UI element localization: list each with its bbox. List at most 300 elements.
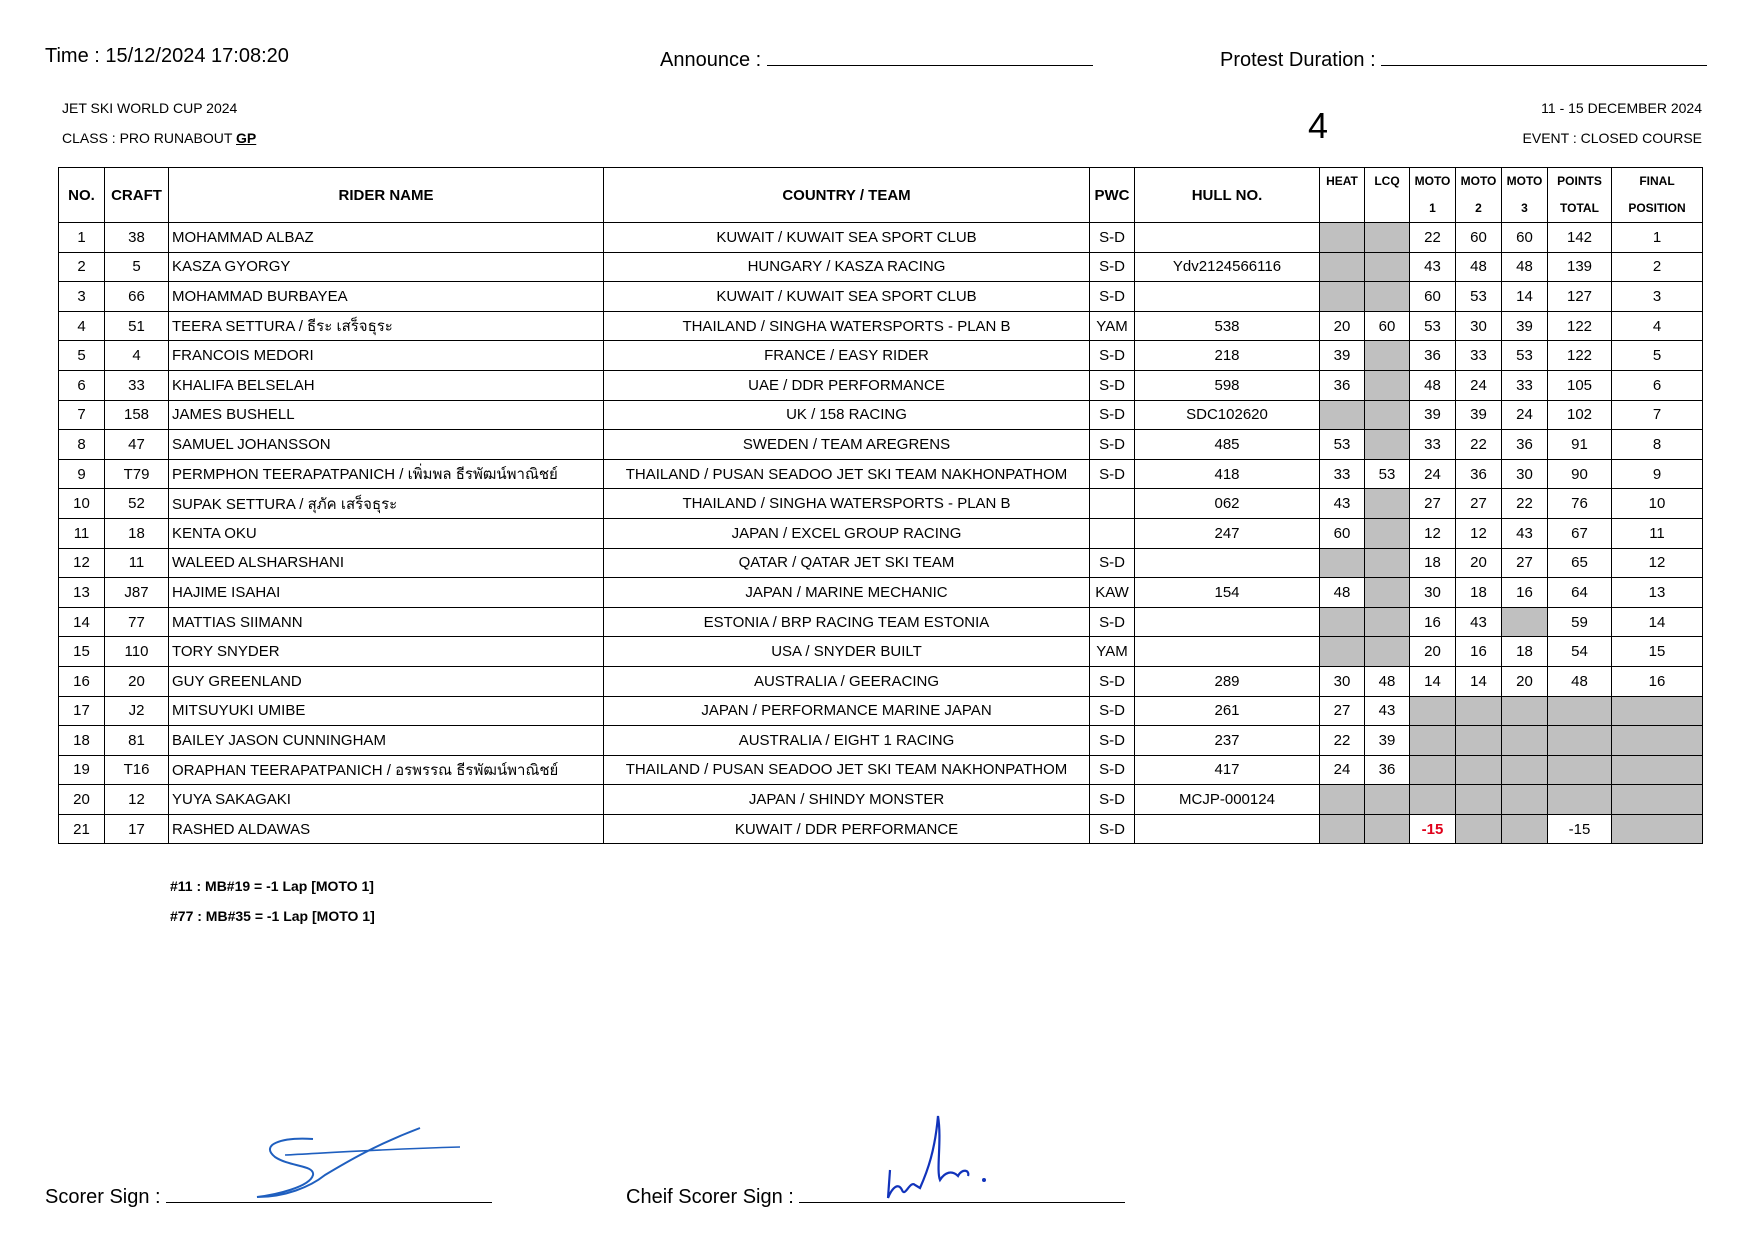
col-moto3 (1502, 168, 1548, 223)
row-no: 16 (59, 666, 105, 696)
row-final-position: 7 (1612, 400, 1703, 430)
row-final-position: 16 (1612, 666, 1703, 696)
row-moto1: 60 (1410, 282, 1456, 312)
row-final-position: 5 (1612, 341, 1703, 371)
row-moto1: 22 (1410, 223, 1456, 253)
row-final-position: 6 (1612, 370, 1703, 400)
row-moto3 (1502, 726, 1548, 756)
table-row (59, 696, 1703, 726)
row-pwc: S-D (1090, 666, 1135, 696)
row-lcq (1365, 252, 1410, 282)
row-hull-no (1135, 637, 1320, 667)
row-no: 15 (59, 637, 105, 667)
table-row (59, 252, 1703, 282)
row-moto2: 33 (1456, 341, 1502, 371)
row-hull-no (1135, 548, 1320, 578)
row-lcq (1365, 223, 1410, 253)
row-moto2: 48 (1456, 252, 1502, 282)
row-moto3 (1502, 696, 1548, 726)
row-final-position (1612, 696, 1703, 726)
row-final-position: 14 (1612, 607, 1703, 637)
row-points-total: 91 (1548, 430, 1612, 460)
row-final-position: 11 (1612, 518, 1703, 548)
row-country-team: QATAR / QATAR JET SKI TEAM (604, 548, 1090, 578)
row-moto3: 60 (1502, 223, 1548, 253)
row-hull-no: 289 (1135, 666, 1320, 696)
row-country-team: THAILAND / SINGHA WATERSPORTS - PLAN B (604, 311, 1090, 341)
row-country-team: JAPAN / MARINE MECHANIC (604, 578, 1090, 608)
row-heat: 27 (1320, 696, 1365, 726)
row-lcq (1365, 370, 1410, 400)
row-moto3: 36 (1502, 430, 1548, 460)
row-country-team: FRANCE / EASY RIDER (604, 341, 1090, 371)
row-moto1: 24 (1410, 459, 1456, 489)
row-moto1 (1410, 726, 1456, 756)
row-points-total: 67 (1548, 518, 1612, 548)
event-title: JET SKI WORLD CUP 2024 (62, 100, 238, 116)
row-country-team: KUWAIT / DDR PERFORMANCE (604, 814, 1090, 844)
row-lcq (1365, 785, 1410, 815)
row-final-position: 4 (1612, 311, 1703, 341)
row-craft: 11 (105, 548, 169, 578)
row-rider-name: YUYA SAKAGAKI (169, 785, 604, 815)
row-craft: 33 (105, 370, 169, 400)
row-no: 11 (59, 518, 105, 548)
col-final-top: FINAL (1639, 174, 1675, 188)
row-moto1: 18 (1410, 548, 1456, 578)
table-row (59, 370, 1703, 400)
row-points-total: 90 (1548, 459, 1612, 489)
row-final-position (1612, 755, 1703, 785)
col-heat: HEAT (1320, 168, 1365, 223)
row-country-team: KUWAIT / KUWAIT SEA SPORT CLUB (604, 282, 1090, 312)
row-lcq: 60 (1365, 311, 1410, 341)
row-no: 19 (59, 755, 105, 785)
row-pwc: S-D (1090, 252, 1135, 282)
row-no: 14 (59, 607, 105, 637)
row-moto3: 20 (1502, 666, 1548, 696)
row-moto3 (1502, 785, 1548, 815)
row-points-total: 102 (1548, 400, 1612, 430)
table-row (59, 459, 1703, 489)
table-row (59, 489, 1703, 519)
row-pwc: S-D (1090, 223, 1135, 253)
row-no: 12 (59, 548, 105, 578)
col-final (1612, 168, 1703, 223)
row-moto3: 24 (1502, 400, 1548, 430)
col-pwc: PWC (1090, 168, 1135, 223)
row-moto3 (1502, 755, 1548, 785)
row-moto3 (1502, 814, 1548, 844)
col-moto2-num: 2 (1475, 201, 1482, 215)
row-pwc: S-D (1090, 726, 1135, 756)
row-no: 3 (59, 282, 105, 312)
row-moto3: 48 (1502, 252, 1548, 282)
row-final-position: 15 (1612, 637, 1703, 667)
note-2: #77 : MB#35 = -1 Lap [MOTO 1] (170, 908, 375, 924)
row-rider-name: MOHAMMAD BURBAYEA (169, 282, 604, 312)
row-final-position: 3 (1612, 282, 1703, 312)
row-country-team: UK / 158 RACING (604, 400, 1090, 430)
row-final-position: 9 (1612, 459, 1703, 489)
table-row (59, 518, 1703, 548)
row-rider-name: SUPAK SETTURA / สุภัค เสร็จธุระ (169, 489, 604, 519)
class-prefix: CLASS : PRO RUNABOUT (62, 130, 233, 146)
row-hull-no: MCJP-000124 (1135, 785, 1320, 815)
row-country-team: ESTONIA / BRP RACING TEAM ESTONIA (604, 607, 1090, 637)
row-points-total: 127 (1548, 282, 1612, 312)
row-final-position: 8 (1612, 430, 1703, 460)
row-hull-no (1135, 607, 1320, 637)
row-moto1: 33 (1410, 430, 1456, 460)
row-country-team: THAILAND / PUSAN SEADOO JET SKI TEAM NAKHONPATHOM (604, 459, 1090, 489)
row-moto2 (1456, 785, 1502, 815)
row-heat: 39 (1320, 341, 1365, 371)
row-heat (1320, 223, 1365, 253)
row-heat: 33 (1320, 459, 1365, 489)
row-hull-no (1135, 223, 1320, 253)
table-row (59, 341, 1703, 371)
row-hull-no: 218 (1135, 341, 1320, 371)
row-final-position: 13 (1612, 578, 1703, 608)
row-hull-no: 418 (1135, 459, 1320, 489)
col-hull: HULL NO. (1135, 168, 1320, 223)
row-craft: 18 (105, 518, 169, 548)
row-rider-name: SAMUEL JOHANSSON (169, 430, 604, 460)
row-hull-no: 485 (1135, 430, 1320, 460)
row-moto1: -15 (1410, 814, 1456, 844)
row-no: 7 (59, 400, 105, 430)
note-1: #11 : MB#19 = -1 Lap [MOTO 1] (170, 878, 374, 894)
row-hull-no (1135, 282, 1320, 312)
row-craft: 52 (105, 489, 169, 519)
row-country-team: JAPAN / SHINDY MONSTER (604, 785, 1090, 815)
scorer-sign-label: Scorer Sign : (45, 1186, 161, 1208)
row-final-position (1612, 726, 1703, 756)
row-craft: 77 (105, 607, 169, 637)
row-pwc: S-D (1090, 548, 1135, 578)
row-points-total (1548, 726, 1612, 756)
row-final-position: 12 (1612, 548, 1703, 578)
row-rider-name: HAJIME ISAHAI (169, 578, 604, 608)
row-points-total: 59 (1548, 607, 1612, 637)
col-moto2-top: MOTO (1460, 174, 1497, 188)
row-moto3: 18 (1502, 637, 1548, 667)
col-moto2 (1456, 168, 1502, 223)
row-pwc: S-D (1090, 430, 1135, 460)
row-no: 9 (59, 459, 105, 489)
row-hull-no: 247 (1135, 518, 1320, 548)
row-craft: 110 (105, 637, 169, 667)
row-hull-no: 154 (1135, 578, 1320, 608)
row-moto1 (1410, 696, 1456, 726)
row-lcq (1365, 400, 1410, 430)
row-points-total: 122 (1548, 341, 1612, 371)
row-no: 20 (59, 785, 105, 815)
col-rider: RIDER NAME (169, 168, 604, 223)
row-heat: 24 (1320, 755, 1365, 785)
row-no: 17 (59, 696, 105, 726)
row-moto2: 43 (1456, 607, 1502, 637)
table-row (59, 726, 1703, 756)
row-craft: 5 (105, 252, 169, 282)
col-final-bottom: POSITION (1628, 201, 1686, 215)
row-craft: J2 (105, 696, 169, 726)
row-rider-name: PERMPHON TEERAPATPANICH / เพิ่มพล ธีรพัฒน์พาณิชย์ (169, 459, 604, 489)
row-craft: 47 (105, 430, 169, 460)
row-rider-name: KASZA GYORGY (169, 252, 604, 282)
row-heat: 20 (1320, 311, 1365, 341)
row-points-total: 65 (1548, 548, 1612, 578)
row-pwc (1090, 489, 1135, 519)
row-moto3: 39 (1502, 311, 1548, 341)
row-moto2: 24 (1456, 370, 1502, 400)
row-pwc: S-D (1090, 282, 1135, 312)
row-heat: 53 (1320, 430, 1365, 460)
row-moto2: 53 (1456, 282, 1502, 312)
row-heat (1320, 282, 1365, 312)
table-row (59, 282, 1703, 312)
col-moto1-top: MOTO (1414, 174, 1451, 188)
col-moto3-num: 3 (1521, 201, 1528, 215)
row-final-position (1612, 785, 1703, 815)
row-pwc: S-D (1090, 607, 1135, 637)
col-points (1548, 168, 1612, 223)
table-row (59, 814, 1703, 844)
row-moto3: 16 (1502, 578, 1548, 608)
row-pwc: S-D (1090, 755, 1135, 785)
row-moto3: 22 (1502, 489, 1548, 519)
row-moto2: 16 (1456, 637, 1502, 667)
row-heat: 22 (1320, 726, 1365, 756)
row-points-total: 142 (1548, 223, 1612, 253)
announce-field (660, 45, 1093, 72)
row-moto2: 60 (1456, 223, 1502, 253)
row-no: 6 (59, 370, 105, 400)
row-country-team: HUNGARY / KASZA RACING (604, 252, 1090, 282)
row-hull-no: 598 (1135, 370, 1320, 400)
row-craft: 17 (105, 814, 169, 844)
row-moto1 (1410, 785, 1456, 815)
table-row (59, 548, 1703, 578)
row-heat (1320, 637, 1365, 667)
row-moto1: 16 (1410, 607, 1456, 637)
row-pwc: S-D (1090, 785, 1135, 815)
row-moto2: 14 (1456, 666, 1502, 696)
row-no: 10 (59, 489, 105, 519)
row-craft: T16 (105, 755, 169, 785)
row-heat: 30 (1320, 666, 1365, 696)
row-rider-name: ORAPHAN TEERAPATPANICH / อรพรรณ ธีรพัฒน์พาณิชย์ (169, 755, 604, 785)
row-moto1: 53 (1410, 311, 1456, 341)
row-moto1: 43 (1410, 252, 1456, 282)
chief-scorer-signature (880, 1110, 995, 1205)
row-moto2: 27 (1456, 489, 1502, 519)
row-moto3: 27 (1502, 548, 1548, 578)
row-country-team: SWEDEN / TEAM AREGRENS (604, 430, 1090, 460)
row-rider-name: MOHAMMAD ALBAZ (169, 223, 604, 253)
row-hull-no: 538 (1135, 311, 1320, 341)
row-moto2: 36 (1456, 459, 1502, 489)
row-moto2: 22 (1456, 430, 1502, 460)
row-moto2: 30 (1456, 311, 1502, 341)
row-pwc: S-D (1090, 370, 1135, 400)
row-points-total: 76 (1548, 489, 1612, 519)
row-rider-name: MITSUYUKI UMIBE (169, 696, 604, 726)
row-rider-name: GUY GREENLAND (169, 666, 604, 696)
row-rider-name: KHALIFA BELSELAH (169, 370, 604, 400)
row-moto3: 33 (1502, 370, 1548, 400)
table-row (59, 223, 1703, 253)
row-pwc: YAM (1090, 637, 1135, 667)
table-row (59, 785, 1703, 815)
announce-label: Announce : (660, 49, 762, 71)
protest-field (1220, 45, 1707, 72)
table-row (59, 637, 1703, 667)
row-points-total: 122 (1548, 311, 1612, 341)
row-no: 1 (59, 223, 105, 253)
row-country-team: THAILAND / PUSAN SEADOO JET SKI TEAM NAKHONPATHOM (604, 755, 1090, 785)
row-country-team: JAPAN / EXCEL GROUP RACING (604, 518, 1090, 548)
table-header-row (59, 168, 1703, 223)
row-no: 13 (59, 578, 105, 608)
row-no: 18 (59, 726, 105, 756)
row-craft: 38 (105, 223, 169, 253)
row-moto3: 53 (1502, 341, 1548, 371)
row-lcq: 36 (1365, 755, 1410, 785)
row-country-team: THAILAND / SINGHA WATERSPORTS - PLAN B (604, 489, 1090, 519)
row-rider-name: MATTIAS SIIMANN (169, 607, 604, 637)
row-lcq: 48 (1365, 666, 1410, 696)
row-points-total (1548, 785, 1612, 815)
col-no: NO. (59, 168, 105, 223)
class-label (62, 130, 256, 146)
row-heat: 43 (1320, 489, 1365, 519)
row-moto3: 43 (1502, 518, 1548, 548)
event-dates: 11 - 15 DECEMBER 2024 (1541, 100, 1702, 116)
col-moto1-num: 1 (1429, 201, 1436, 215)
row-country-team: JAPAN / PERFORMANCE MARINE JAPAN (604, 696, 1090, 726)
time-label: Time : 15/12/2024 17:08:20 (45, 45, 289, 67)
row-pwc: YAM (1090, 311, 1135, 341)
row-lcq (1365, 341, 1410, 371)
row-no: 2 (59, 252, 105, 282)
table-row (59, 666, 1703, 696)
row-heat (1320, 400, 1365, 430)
col-moto3-top: MOTO (1506, 174, 1543, 188)
col-points-bottom: TOTAL (1560, 201, 1599, 215)
col-lcq: LCQ (1365, 168, 1410, 223)
row-pwc: S-D (1090, 400, 1135, 430)
row-moto3: 30 (1502, 459, 1548, 489)
protest-label: Protest Duration : (1220, 49, 1376, 71)
row-rider-name: RASHED ALDAWAS (169, 814, 604, 844)
table-row (59, 430, 1703, 460)
row-heat (1320, 814, 1365, 844)
protest-blank (1381, 45, 1707, 66)
row-country-team: KUWAIT / KUWAIT SEA SPORT CLUB (604, 223, 1090, 253)
event-type: EVENT : CLOSED COURSE (1522, 130, 1702, 146)
row-points-total (1548, 755, 1612, 785)
row-heat (1320, 785, 1365, 815)
row-moto1: 30 (1410, 578, 1456, 608)
row-hull-no: SDC102620 (1135, 400, 1320, 430)
row-moto1: 27 (1410, 489, 1456, 519)
row-heat: 36 (1320, 370, 1365, 400)
row-no: 8 (59, 430, 105, 460)
row-craft: 81 (105, 726, 169, 756)
col-country: COUNTRY / TEAM (604, 168, 1090, 223)
row-no: 21 (59, 814, 105, 844)
row-lcq (1365, 282, 1410, 312)
col-craft: CRAFT (105, 168, 169, 223)
row-moto2 (1456, 814, 1502, 844)
row-points-total (1548, 696, 1612, 726)
row-no: 5 (59, 341, 105, 371)
event-number: 4 (1308, 105, 1329, 146)
row-final-position: 10 (1612, 489, 1703, 519)
row-hull-no: 062 (1135, 489, 1320, 519)
row-pwc: S-D (1090, 459, 1135, 489)
row-craft: J87 (105, 578, 169, 608)
row-moto1: 14 (1410, 666, 1456, 696)
row-moto1: 12 (1410, 518, 1456, 548)
row-moto1 (1410, 755, 1456, 785)
table-row (59, 311, 1703, 341)
row-moto1: 36 (1410, 341, 1456, 371)
row-hull-no: 237 (1135, 726, 1320, 756)
row-heat: 48 (1320, 578, 1365, 608)
row-rider-name: WALEED ALSHARSHANI (169, 548, 604, 578)
chief-scorer-sign-label: Cheif Scorer Sign : (626, 1186, 794, 1208)
row-final-position: 2 (1612, 252, 1703, 282)
row-moto2: 39 (1456, 400, 1502, 430)
row-rider-name: KENTA OKU (169, 518, 604, 548)
row-lcq (1365, 814, 1410, 844)
row-rider-name: BAILEY JASON CUNNINGHAM (169, 726, 604, 756)
announce-blank (767, 45, 1093, 66)
row-lcq (1365, 518, 1410, 548)
col-moto1 (1410, 168, 1456, 223)
row-craft: 20 (105, 666, 169, 696)
row-final-position (1612, 814, 1703, 844)
row-rider-name: FRANCOIS MEDORI (169, 341, 604, 371)
row-craft: 158 (105, 400, 169, 430)
row-hull-no: Ydv2124566116 (1135, 252, 1320, 282)
row-country-team: AUSTRALIA / GEERACING (604, 666, 1090, 696)
row-lcq (1365, 578, 1410, 608)
row-pwc: S-D (1090, 814, 1135, 844)
row-points-total: 105 (1548, 370, 1612, 400)
chief-scorer-sign-field (626, 1182, 1125, 1209)
row-craft: 51 (105, 311, 169, 341)
row-moto2 (1456, 755, 1502, 785)
row-pwc: KAW (1090, 578, 1135, 608)
row-moto2: 12 (1456, 518, 1502, 548)
row-moto1: 48 (1410, 370, 1456, 400)
row-no: 4 (59, 311, 105, 341)
row-moto2: 18 (1456, 578, 1502, 608)
results-body (59, 223, 1703, 844)
row-heat (1320, 548, 1365, 578)
row-lcq (1365, 489, 1410, 519)
row-moto2 (1456, 696, 1502, 726)
row-rider-name: TORY SNYDER (169, 637, 604, 667)
row-country-team: AUSTRALIA / EIGHT 1 RACING (604, 726, 1090, 756)
row-pwc: S-D (1090, 696, 1135, 726)
row-rider-name: JAMES BUSHELL (169, 400, 604, 430)
row-pwc: S-D (1090, 341, 1135, 371)
